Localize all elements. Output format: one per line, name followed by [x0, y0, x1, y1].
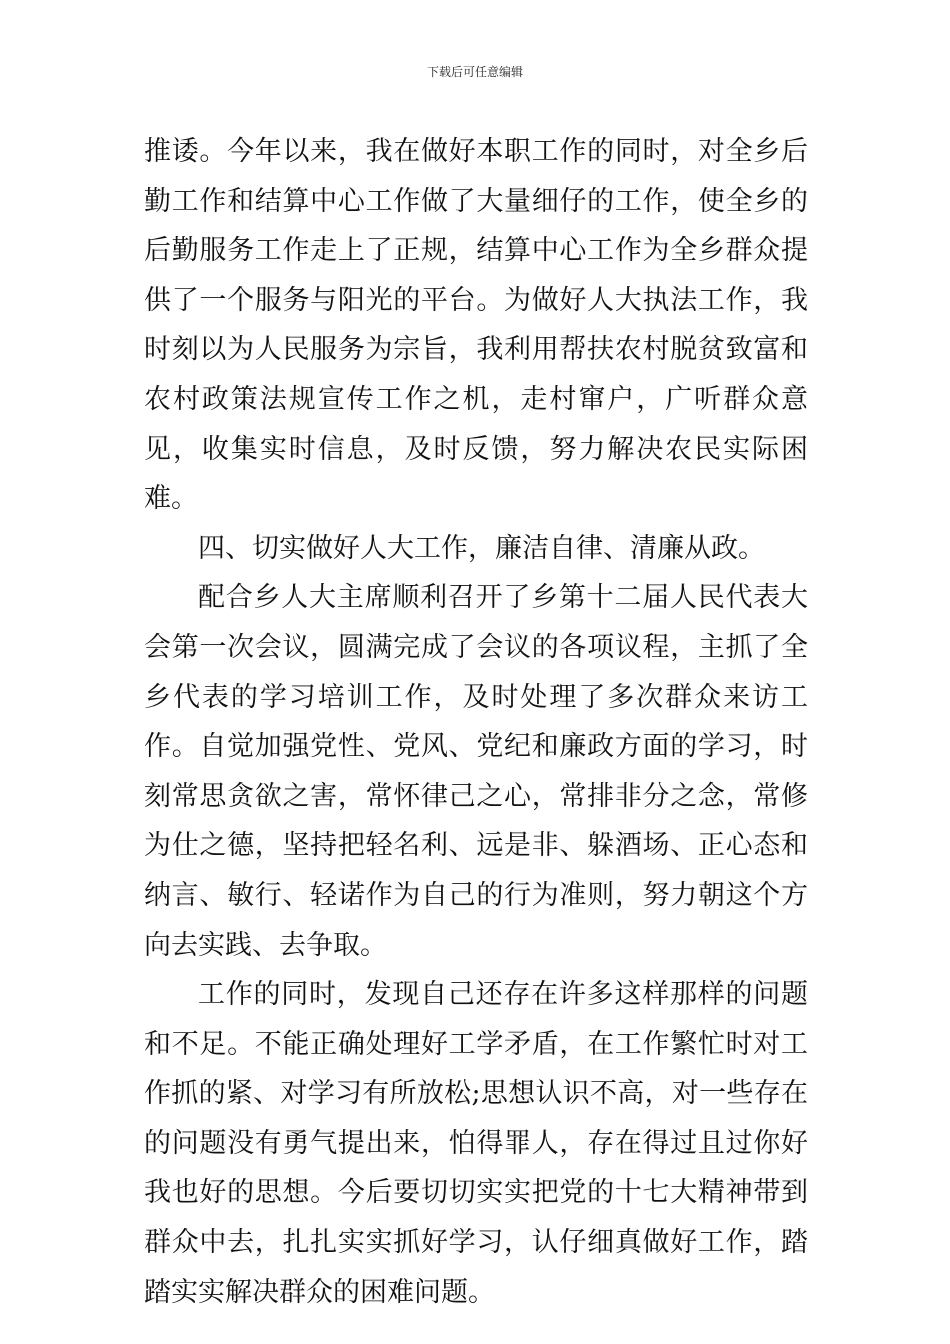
paragraph-shortcomings: 工作的同时，发现自己还存在许多这样那样的问题和不足。不能正确处理好工学矛盾，在工作繁忙时对工作抓的紧、对学习有所放松;思想认识不高，对一些存在的问题没有勇气提出来，怕得罪人，存在得过且过你好我也好的思想。今后要切切实实把党的十七大精神带到群众中去，扎扎实实抓好学习，认仔细真做好工作，踏踏实实解决群众的困难问题。 [144, 979, 808, 1308]
paragraph-congress-work: 配合乡人大主席顺利召开了乡第十二届人民代表大会第一次会议，圆满完成了会议的各项议程，主抓了全乡代表的学习培训工作，及时处理了多次群众来访工作。自觉加强党性、党风、党纪和廉政方面的学习，时刻常思贪欲之害，常怀律己之心，常排非分之念，常修为仕之德，坚持把轻名利、远是非、躲酒场、正心态和纳言、敏行、轻诺作为自己的行为准则，努力朝这个方向去实践、去争取。 [144, 582, 808, 961]
paragraph-continuation: 推诿。今年以来，我在做好本职工作的同时，对全乡后勤工作和结算中心工作做了大量细仔的工作，使全乡的后勤服务工作走上了正规，结算中心工作为全乡群众提供了一个服务与阳光的平台。为做好人大执法工作，我时刻以为人民服务为宗旨，我利用帮扶农村脱贫致富和农村政策法规宣传工作之机，走村窜户，广听群众意见，收集实时信息，及时反馈，努力解决农民实际困难。 [144, 136, 808, 515]
section-heading-four: 四、切实做好人大工作，廉洁自律、清廉从政。 [198, 532, 765, 564]
document-body [144, 127, 808, 1317]
page-header: 下载后可任意编辑 [426, 65, 523, 79]
